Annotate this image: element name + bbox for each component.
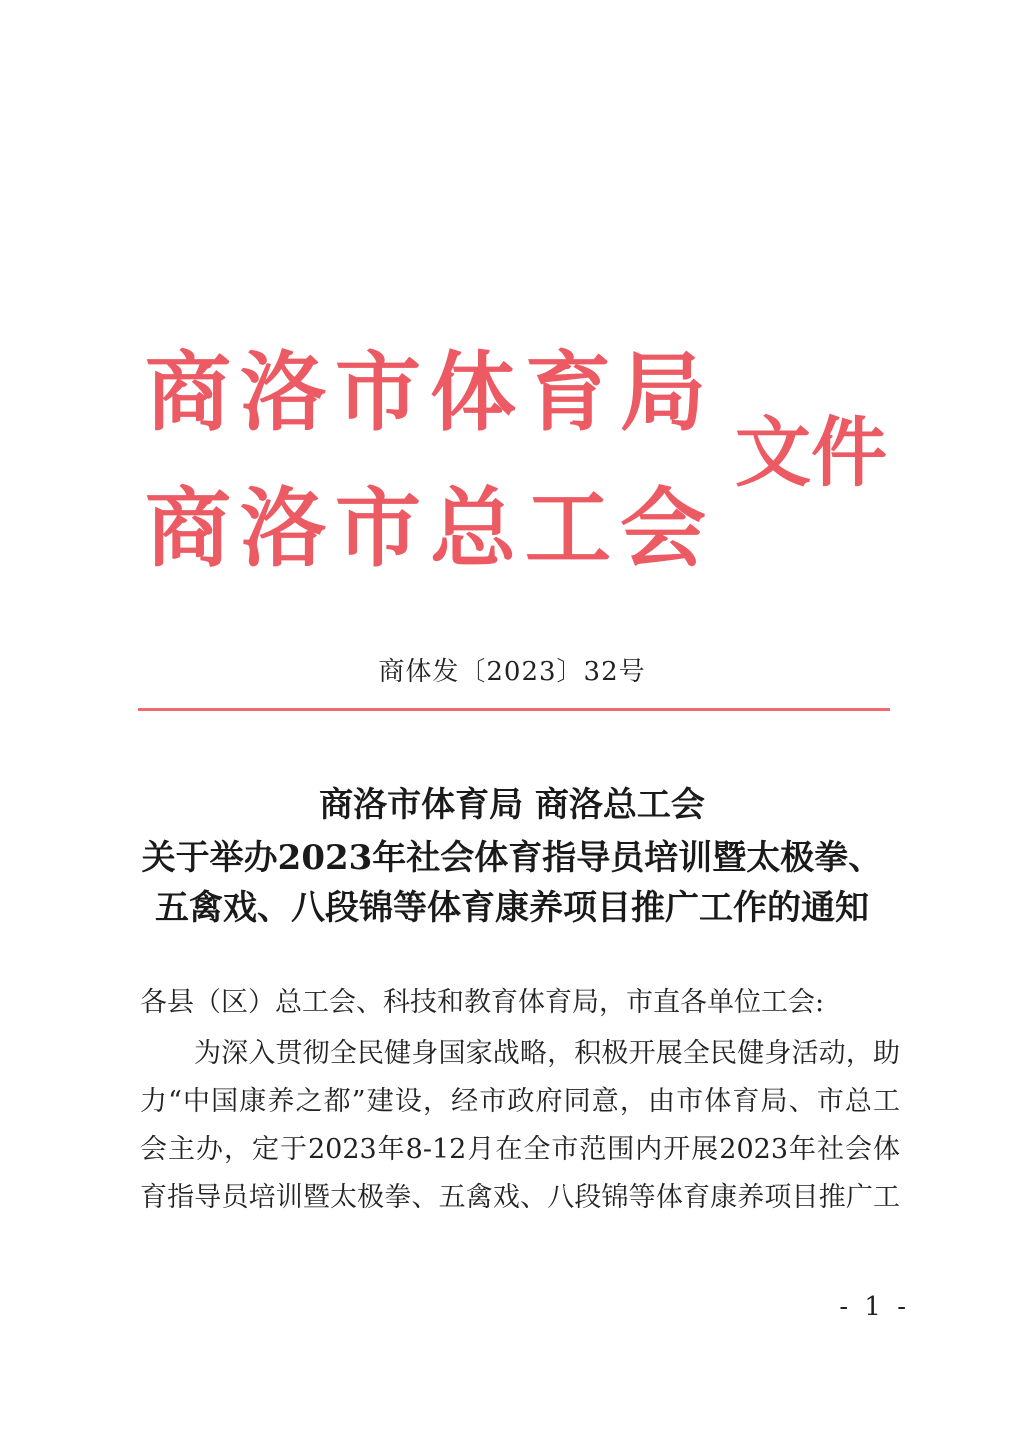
paragraph-line: 为深入贯彻全民健身国家战略，积极开展全民健身活动，助: [194, 1038, 900, 1069]
letterhead-document-type: 文件: [735, 408, 887, 497]
red-separator-line: [138, 708, 890, 711]
salutation: 各县（区）总工会、科技和教育体育局，市直各单位工会:: [140, 987, 825, 1018]
page-number: - 1 -: [839, 1292, 910, 1322]
title-line-issuers: 商洛市体育局 商洛总工会: [319, 785, 705, 825]
paragraph-line: 育指导员培训暨太极拳、五禽戏、八段锦等体育康养项目推广工: [140, 1182, 900, 1213]
document-number: 商体发〔2023〕32号: [378, 657, 646, 687]
letterhead-issuer-sports-bureau: 商洛市体育局: [145, 343, 715, 443]
title-line-subject-1: 关于举办2023年社会体育指导员培训暨太极拳、: [141, 838, 883, 878]
letterhead-issuer-trade-union: 商洛市总工会: [145, 479, 715, 579]
paragraph-line: 会主办，定于2023年8-12月在全市范围内开展2023年社会体: [140, 1134, 900, 1165]
paragraph-line: 力“中国康养之都”建设，经市政府同意，由市体育局、市总工: [140, 1086, 900, 1117]
title-line-subject-2: 五禽戏、八段锦等体育康养项目推广工作的通知: [155, 888, 869, 928]
